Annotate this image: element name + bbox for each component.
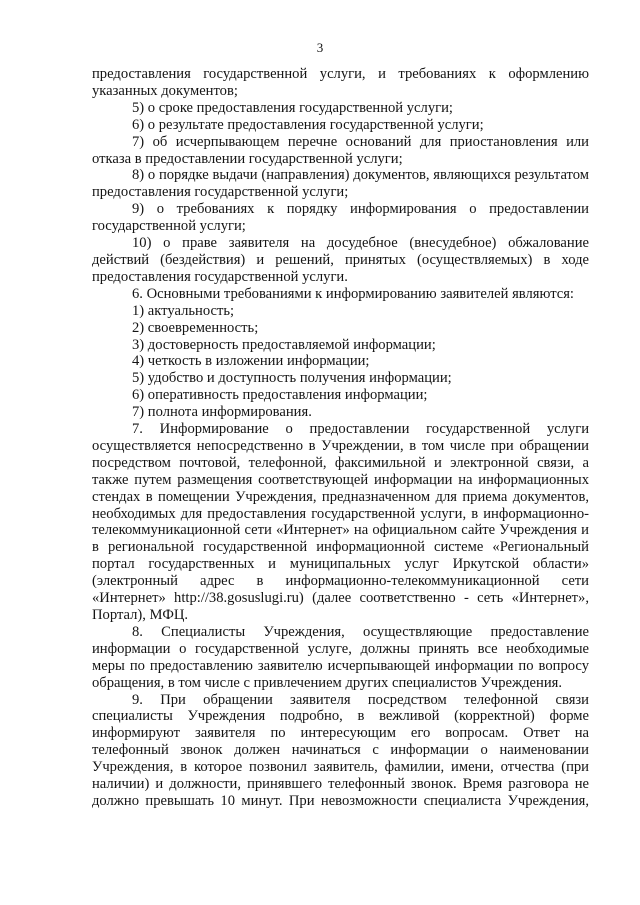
requirement-item: 2) своевременность; <box>132 319 259 336</box>
list-item-term: 5) о сроке предоставления государственной услуги; <box>132 99 453 116</box>
page-number: 3 <box>316 40 324 55</box>
paragraph-8: 8. Специалисты Учреждения, осуществляющие предоставление информации о государственной услуге, должны принять все необходимые меры по предоставлению заявителю исчерпывающей информации по вопросу обращения, в том числе с привлечением других специалистов Учреждения. <box>92 623 589 691</box>
requirement-item: 5) удобство и доступность получения информации; <box>132 370 452 387</box>
list-item-grounds: 7) об исчерпывающем перечне оснований для приостановления или отказа в предоставлении государственной услуги; <box>92 133 589 167</box>
paragraph-9: 9. При обращении заявителя посредством телефонной связи специалисты Учреждения подробно, в вежливой (корректной) форме информируют заявителя по интересующим его вопросам. Ответ на телефонный звонок должен начинаться с информации о наименовании Учреждения, в которое позвонил заявитель, фамилии, имени, отчества (при наличии) и должности, принявшего телефонный звонок. Время разговора не должно превышать 10 минут. При невозможности специалиста Учреждения, <box>92 691 589 809</box>
requirement-item: 1) актуальность; <box>132 302 235 319</box>
requirement-item: 4) четкость в изложении информации; <box>132 353 370 370</box>
paragraph-continuation: предоставления государственной услуги, и требованиях к оформлению указанных документов; <box>92 66 589 99</box>
requirement-item: 6) оперативность предоставления информации; <box>132 387 428 404</box>
list-item-issuance: 8) о порядке выдачи (направления) документов, являющихся результатом предоставления государственной услуги; <box>92 167 589 201</box>
document-body <box>92 66 589 810</box>
list-item-appeal-right: 10) о праве заявителя на досудебное (внесудебное) обжалование действий (бездействия) и решений, принятых (осуществляемых) в ходе предоставления государственной услуги. <box>92 235 589 285</box>
list-item-result: 6) о результате предоставления государственной услуги; <box>132 116 484 133</box>
paragraph-6-heading: 6. Основными требованиями к информированию заявителей являются: <box>132 285 574 302</box>
list-item-informing-requirements: 9) о требованиях к порядку информирования о предоставлении государственной услуги; <box>92 201 589 235</box>
paragraph-7: 7. Информирование о предоставлении государственной услуги осуществляется непосредственно в Учреждении, в том числе при обращении посредством почтовой, телефонной, факсимильной и электронной связи, а также путем размещения соответствующей информации на информационных стендах в помещении Учреждения, предназначенном для приема документов, необходимых для предоставления государственной услуги, в информационно-телекоммуникационной сети «Интернет» на официальном сайте Учреждения и в региональной государственной информационной системе «Региональный портал государственных и муниципальных услуг Иркутской области» (электронный адрес в информационно-телекоммуникационной сети «Интернет» http://38.gosuslugi.ru) (далее соответственно - сеть «Интернет», Портал), МФЦ. <box>92 421 589 623</box>
requirement-item: 7) полнота информирования. <box>132 404 312 421</box>
requirement-item: 3) достоверность предоставляемой информации; <box>132 336 436 353</box>
